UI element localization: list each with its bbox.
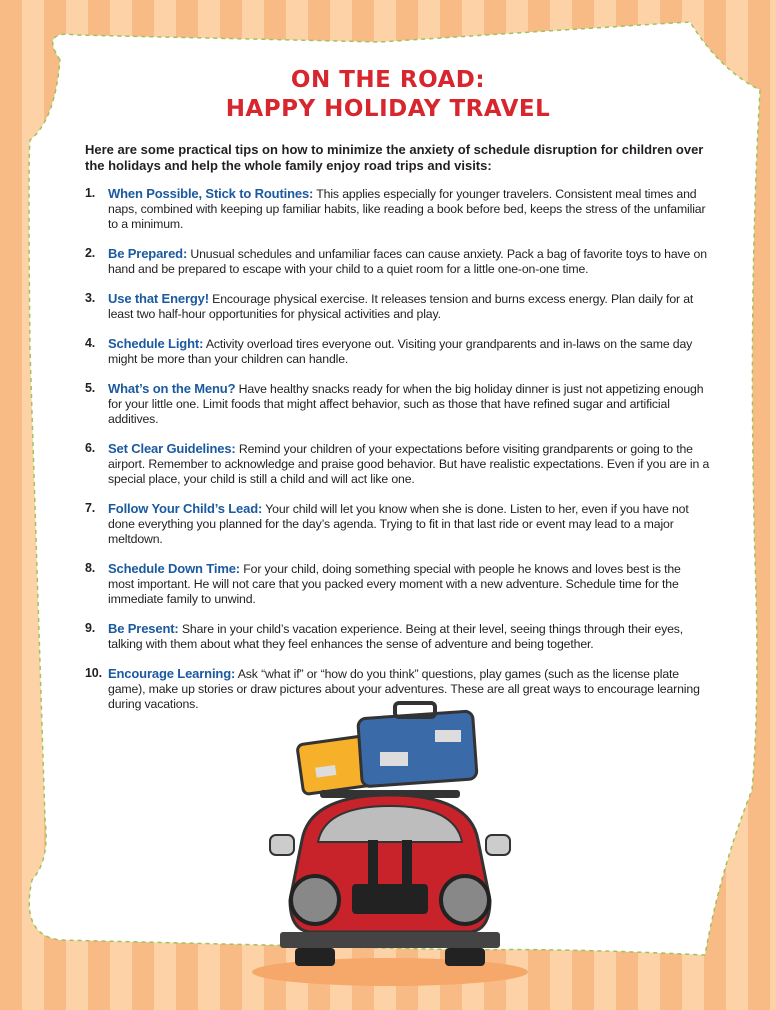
tips-list	[85, 186, 710, 726]
tip-text: Encourage physical exercise. It releases tension and burns excess energy. Plan daily for at least two half-hour opportunities for physical activities and play.	[108, 292, 694, 321]
tip-item	[85, 621, 710, 652]
right-headlight	[441, 876, 489, 924]
tip-heading: Follow Your Child’s Lead:	[108, 501, 263, 516]
tip-text: Ask “what if” or “how do you think” questions, play games (such as the license plate game), make up stories or draw pictures about your adventures. These are all great ways to encourage learning during vacations.	[108, 667, 700, 711]
tip-number: 3.	[85, 291, 96, 305]
tip-item	[85, 336, 710, 367]
grille	[352, 884, 428, 914]
tip-item	[85, 561, 710, 607]
blue-suitcase-icon	[358, 703, 477, 787]
tip-number: 1.	[85, 186, 96, 200]
tip-item	[85, 291, 710, 322]
tip-number: 10.	[85, 666, 102, 680]
right-mirror	[486, 835, 510, 855]
tip-text: Have healthy snacks ready for when the big holiday dinner is just not appetizing enough for your little one. Limit foods that might affect behavior, such as those that have refined sugar and artificial additives.	[108, 382, 704, 426]
tip-text: This applies especially for younger travelers. Consistent meal times and naps, combined with keeping up familiar habits, like reading a book before bed, keeps the stress of the unfamiliar to a minimum.	[108, 187, 706, 231]
title-line-2: HAPPY HOLIDAY TRAVEL	[225, 96, 551, 122]
tip-item	[85, 501, 710, 547]
car-with-luggage-illustration	[240, 700, 540, 990]
tip-text: Share in your child’s vacation experience. Being at their level, seeing things through their eyes, talking with them about what they feel enhances the sense of adventure and being together.	[108, 622, 684, 651]
tip-heading: Be Present:	[108, 621, 179, 636]
tip-item	[85, 246, 710, 277]
tip-heading: When Possible, Stick to Routines:	[108, 186, 314, 201]
tip-heading: Schedule Light:	[108, 336, 204, 351]
tip-heading: Encourage Learning:	[108, 666, 236, 681]
tip-text: Unusual schedules and unfamiliar faces can cause anxiety. Pack a bag of favorite toys to have on hand and be prepared to escape with your child to a quiet room for a little one-on-one time.	[108, 247, 707, 276]
tip-number: 9.	[85, 621, 96, 635]
tip-text: Your child will let you know when she is done. Listen to her, even if you have not done everything you planned for the day’s agenda. Trying to fit in that last ride or event may lead to a major meltdown.	[108, 502, 689, 546]
tip-item	[85, 186, 710, 232]
left-mirror	[270, 835, 294, 855]
tip-number: 7.	[85, 501, 96, 515]
tip-text: Remind your children of your expectations before visiting grandparents or going to the airport. Remember to acknowledge and praise good behavior. But have realistic expectations. Even if you are in a special place, your child is still a child and will act like one.	[108, 442, 710, 486]
tip-item	[85, 381, 710, 427]
bumper	[280, 932, 500, 948]
title-line-1: ON THE ROAD:	[290, 67, 486, 93]
car-shadow	[252, 958, 528, 986]
tip-heading: Use that Energy!	[108, 291, 209, 306]
tip-number: 2.	[85, 246, 96, 260]
tip-text: For your child, doing something special with people he knows and loves best is the most important. He will not care that you packed every moment with a new adventure. Schedule time for the immediate family to unwind.	[108, 562, 681, 606]
tip-number: 5.	[85, 381, 96, 395]
page-title	[0, 66, 776, 124]
tip-heading: What’s on the Menu?	[108, 381, 236, 396]
intro-paragraph: Here are some practical tips on how to minimize the anxiety of schedule disruption for children over the holidays and help the whole family enjoy road trips and visits:	[85, 142, 704, 173]
tip-heading: Be Prepared:	[108, 246, 188, 261]
tip-heading: Set Clear Guidelines:	[108, 441, 236, 456]
tip-text: Activity overload tires everyone out. Visiting your grandparents and in-laws on the same day might be more than your children can handle.	[108, 337, 693, 366]
tip-number: 8.	[85, 561, 96, 575]
tip-item	[85, 441, 710, 487]
left-headlight	[291, 876, 339, 924]
tip-number: 6.	[85, 441, 96, 455]
tip-heading: Schedule Down Time:	[108, 561, 240, 576]
tip-number: 4.	[85, 336, 96, 350]
